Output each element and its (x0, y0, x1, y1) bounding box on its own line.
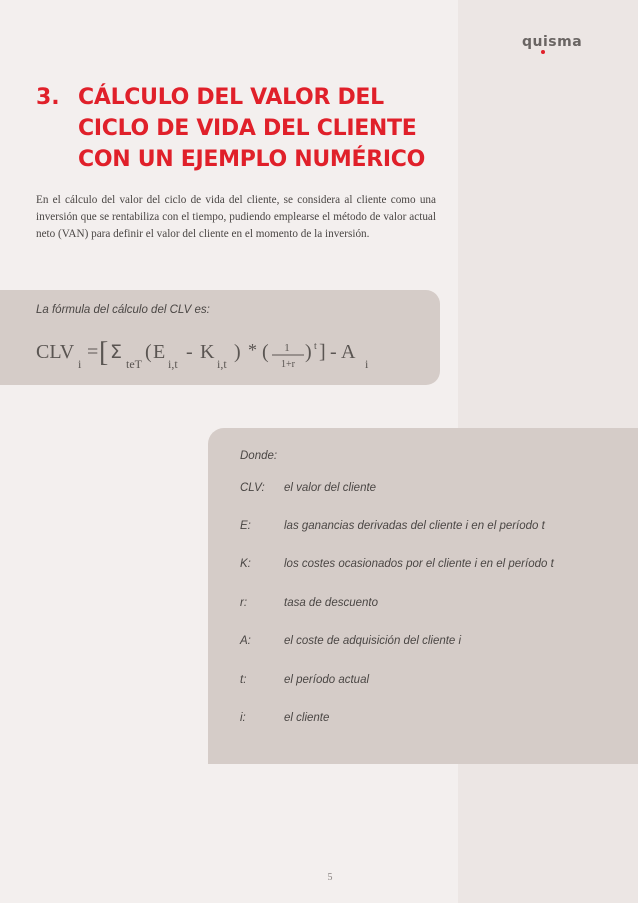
formula-sub-teT: teT (126, 357, 142, 371)
intro-paragraph: En el cálculo del valor del ciclo de vida del cliente, se considera al cliente como una inversión que se rentabiliza con el tiempo, pudiendo emplearse el método de valor actual neto (VAN) para definir el valor del cliente en el momento de la inversión. (36, 194, 436, 240)
formula-sigma: Σ (110, 341, 123, 363)
formula-numerator: 1 (284, 342, 290, 354)
formula-open-paren-2: ( (262, 341, 269, 363)
formula-close-paren: ) (234, 341, 241, 363)
formula-e: E (153, 341, 166, 363)
formula-close-bracket: ] (319, 341, 326, 363)
formula-sub-i: i (78, 357, 82, 371)
definition-term: A: (240, 635, 251, 647)
formula-label: La fórmula del cálculo del CLV es: (36, 304, 210, 316)
quisma-logo: quisma (522, 34, 583, 50)
definition-desc: el período actual (284, 674, 370, 686)
formula-box (0, 290, 440, 385)
formula-close-paren-2: ) (305, 341, 312, 363)
definitions-box (208, 428, 638, 764)
formula-sub-i-2: i (365, 357, 369, 371)
definition-term: r: (240, 597, 248, 609)
page-number: 5 (327, 872, 333, 883)
definition-desc: tasa de descuento (284, 597, 378, 609)
definition-term: K: (240, 558, 251, 570)
section-number: 3. (36, 85, 60, 110)
formula-equals: = (87, 341, 99, 363)
section-title-line-2: CICLO DE VIDA DEL CLIENTE (78, 116, 417, 141)
formula-a: A (341, 341, 356, 363)
formula-minus-2: - (330, 341, 337, 363)
clv-formula (0, 318, 440, 385)
section-title-line-1: CÁLCULO DEL VALOR DEL (78, 85, 384, 110)
formula-open-paren: ( (145, 341, 152, 363)
formula-exp-t: t (314, 341, 317, 352)
section-title-line-3: CON UN EJEMPLO NUMÉRICO (78, 147, 425, 172)
definition-term: CLV: (240, 482, 265, 494)
definition-desc: las ganancias derivadas del cliente i en el período t (284, 520, 545, 532)
definition-term: i: (240, 712, 246, 724)
formula-times: * (248, 340, 257, 360)
definition-term: E: (240, 520, 251, 532)
definition-desc: el cliente (284, 712, 330, 724)
definition-desc: los costes ocasionados por el cliente i en el período t (284, 558, 554, 570)
definition-desc: el valor del cliente (284, 482, 377, 494)
formula-sub-it-1: i,t (168, 357, 178, 371)
formula-denominator: 1+r (281, 359, 295, 370)
definitions-title: Donde: (240, 450, 278, 462)
definition-term: t: (240, 674, 247, 686)
formula-sub-it-2: i,t (217, 357, 227, 371)
formula-open-bracket: [ (99, 337, 109, 368)
logo-accent-dot (541, 50, 545, 54)
formula-k: K (200, 341, 215, 363)
definition-desc: el coste de adquisición del cliente i (284, 635, 462, 647)
formula-clv: CLV (36, 341, 75, 363)
formula-minus: - (186, 341, 193, 363)
